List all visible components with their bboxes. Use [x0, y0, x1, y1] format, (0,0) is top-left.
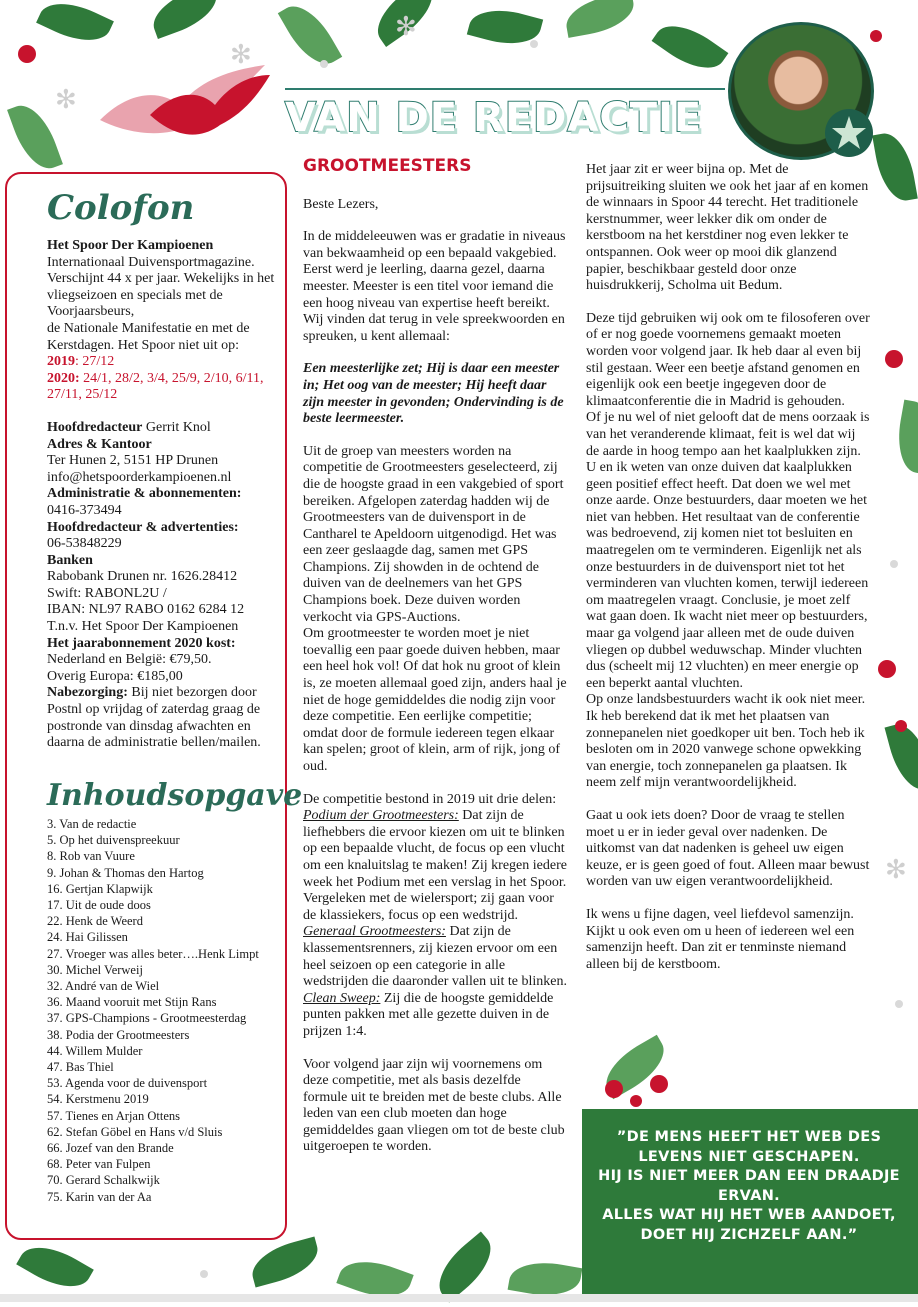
toc-item: 68. Peter van Fulpen	[47, 1157, 151, 1172]
table-of-contents	[47, 816, 287, 1205]
pull-quote	[590, 1128, 908, 1245]
paragraph: Voor volgend jaar zijn wij voornemens om deze competitie, met als basis dezelfde formule uit te breiden met de beste clubs. Alle leden van een club moeten dan hoge gemiddeldes gaan vliegen om tot de beste club uitgeroepen te worden.	[303, 1056, 565, 1155]
dates-2019-label: 2019	[47, 354, 75, 370]
administratie-label: Administratie & abonnementen:	[47, 486, 242, 502]
toc-item: 53. Agenda voor de duivensport	[47, 1076, 208, 1091]
toc-item: 22. Henk de Weerd	[47, 914, 143, 929]
toc-item: 32. André van de Wiel	[47, 979, 160, 994]
advertenties-label: Hoofdredacteur & advertenties:	[47, 519, 239, 535]
toc-item: 37. GPS-Champions - Grootmeesterdag	[47, 1011, 247, 1026]
bank-line: T.n.v. Het Spoor Der Kampioenen	[47, 619, 239, 635]
clean-sweep-text: Zij die de hoogste gemiddelde punten pakken met alle gezette duiven in de prijzen 1:4.	[303, 990, 554, 1039]
toc-item: 62. Stefan Göbel en Hans v/d Sluis	[47, 1124, 223, 1139]
dates-2020-label: 2020:	[47, 370, 80, 386]
toc-item: 17. Uit de oude doos	[47, 898, 151, 913]
holly-leaf-icon	[563, 0, 638, 38]
snow-dot-icon	[530, 40, 538, 48]
toc-item: 47. Bas Thiel	[47, 1060, 114, 1075]
advertenties-phone: 06-53848229	[47, 536, 122, 552]
snowflake-icon: ✻	[230, 40, 252, 70]
paragraph: In de middeleeuwen was er gradatie in niveaus van bekwaamheid op een bepaald vakgebied. Eerst werd je leerling, daarna gezel, daarna meester. Meester is een titel voor iemand die een hoog niveau van expertise heeft bereikt.	[303, 229, 566, 311]
toc-item: 27. Vroeger was alles beter….Henk Limpt	[47, 946, 259, 961]
banken-label: Banken	[47, 552, 93, 568]
paragraph: Het jaar zit er weer bijna op. Met de prijsuitreiking sluiten we ook het jaar af en komen de winnaars in Spoor 44 terecht. Het traditionele kerstnummer, weer lekker dik om onder de kerstboom na het kerstdiner nog even lekker te ontspannen. Ook weer op mooi dik glanzend papier, beschikbaar gesteld door onze huisdrukkerij, Scholma uit Bedum.	[586, 162, 869, 294]
colofon-intro: Internationaal Duivensportmagazine. Verschijnt 44 x per jaar. Wekelijks in het vliegseizoen en specials met de Voorjaarsbeurs,	[47, 254, 275, 320]
quote-line: ”DE MENS HEEFT HET WEB DES LEVENS NIET GESCHAPEN.	[616, 1129, 882, 1165]
toc-item: 36. Maand vooruit met Stijn Rans	[47, 995, 217, 1010]
abonnement-label: Het jaarabonnement 2020 kost:	[47, 635, 236, 651]
quote-line: HIJ IS NIET MEER DAN EEN DRAADJE ERVAN.	[598, 1168, 900, 1204]
podium-paragraph	[303, 808, 568, 924]
bank-line: IBAN: NL97 RABO 0162 6284 12	[47, 602, 245, 618]
toc-item: 75. Karin van der Aa	[47, 1189, 152, 1204]
berry-icon	[885, 350, 903, 368]
toc-item: 70. Gerard Schalkwijk	[47, 1173, 160, 1188]
berry-icon	[18, 45, 36, 63]
paragraph: Op onze landsbestuurders wacht ik ook niet meer. Ik heb berekend dat ik met het plaatsen van zonnepanelen niet goedkoper uit ben. Toch heb ik besloten om in 2020 vanwege schone opwekking van energie, toch zonnepanelen ga plaatsen. Ik neem zelf mijn verantwoordelijkheid.	[586, 692, 866, 791]
bank-line: Rabobank Drunen nr. 1626.28412	[47, 569, 238, 585]
toc-item: 9. Johan & Thomas den Hartog	[47, 865, 204, 880]
email: info@hetspoorderkampioenen.nl	[47, 469, 232, 485]
berry-icon	[895, 720, 907, 732]
berry-icon	[878, 660, 896, 678]
holly-leaf-icon	[278, 0, 342, 74]
colofon-body	[47, 238, 279, 752]
hoofdredacteur-name: Gerrit Knol	[142, 419, 211, 435]
dates-2019-value: : 27/12	[75, 354, 115, 370]
dates-2020-value: 24/1, 28/2, 3/4, 25/9, 2/10, 6/11, 27/11, 25/12	[47, 370, 264, 403]
holly-leaf-icon	[427, 1231, 502, 1302]
holly-leaf-icon	[146, 0, 223, 39]
snow-dot-icon	[890, 560, 898, 568]
article-column-1	[303, 158, 568, 1156]
dates-2020	[47, 371, 279, 404]
adres-label: Adres & Kantoor	[47, 436, 152, 452]
colofon-panel	[5, 172, 303, 1240]
berry-icon	[870, 30, 882, 42]
holly-leaf-icon	[247, 1237, 323, 1288]
nabezorging-text: Bij niet bezorgen door Postnl op vrijdag of zaterdag graag de postronde van dinsdag afwachten en daarna de administratie bellen/mailen.	[47, 685, 261, 751]
inhoud-heading: Inhoudsopgave	[47, 778, 303, 813]
hoofdredacteur	[47, 420, 279, 437]
generaal-paragraph	[303, 924, 568, 990]
star-badge-icon	[818, 102, 880, 164]
snow-dot-icon	[895, 1000, 903, 1008]
dove-icon	[90, 60, 270, 150]
toc-item: 66. Jozef van den Brande	[47, 1141, 174, 1156]
holly-leaf-icon	[652, 13, 729, 81]
title-rule	[285, 88, 725, 90]
paragraph: Deze tijd gebruiken wij ook om te filosoferen over of er nog goede voornemens gemaakt moeten worden voor volgend jaar. Ik heb daar al even bij stil gestaan. Weer een beetje afstand genomen en eigenlijk ook een beetje ingegeven door de klimaatconferentie die in Madrid is gehouden.	[586, 310, 870, 409]
paragraph: Uit de groep van meesters worden na competitie de Grootmeesters geselecteerd, zij die de hoogste graad in een vakgebied of sport bereiken. Afgelopen zaterdag hadden wij de Grootmeesters van de duivensport in de Cantharel te Apeldoorn uitgenodigd. Het was een zeer geslaagde dag, samen met GPS Champions. Zij showden in de ochtend de duiven van de deelnemers van het GPS Champions boek. Deze duiven worden verkocht via GPS-Auctions.	[303, 443, 564, 625]
podium-label: Podium der Grootmeesters:	[303, 808, 459, 824]
clean-sweep-paragraph	[303, 991, 568, 1041]
snowflake-icon: ✻	[885, 855, 907, 885]
toc-item: 24. Hai Gilissen	[47, 930, 128, 945]
paragraph: Gaat u ook iets doen? Door de vraag te stellen moet u er in ieder geval over nadenken. De uitkomst van dat nadenken is geheel uw eigen keuze, er is geen goed of fout. Alleen maar bewust worden van uw eigen verantwoordelijkheid.	[586, 807, 870, 890]
section-heading: GROOTMEESTERS	[303, 156, 472, 176]
generaal-text: Dat zijn de klassementsrenners, zij kiezen ervoor om een heel seizoen op een categorie in alle wedstrijden die daaronder vallen uit te blinken.	[303, 924, 567, 990]
holly-leaf-icon	[892, 400, 918, 475]
greeting: Beste Lezers,	[303, 196, 379, 212]
toc-item: 57. Tienes en Arjan Ottens	[47, 1108, 180, 1123]
toc-item: 16. Gertjan Klapwijk	[47, 881, 153, 896]
paragraph: De competitie bestond in 2019 uit drie delen:	[303, 791, 557, 807]
quote-line: ALLES WAT HIJ HET WEB AANDOET, DOET HIJ ZICHZELF AAN.”	[602, 1207, 896, 1243]
toc-item: 54. Kerstmenu 2019	[47, 1092, 149, 1107]
toc-item: 8. Rob van Vuure	[47, 849, 135, 864]
dates-2019	[47, 354, 279, 371]
paragraph: Ik wens u fijne dagen, veel liefdevol samenzijn. Kijkt u ook even om u heen of iedereen wel een samenzijn heeft. Dan zit er tenminste niemand alleen bij de kerstboom.	[586, 906, 855, 972]
paragraph: Om grootmeester te worden moet je niet toevallig een paar goede duiven hebben, maar een heel hok vol! Of dat hok nu groot of klein is, ze moeten allemaal goed zijn, anders haal je niet de hoge gemiddeldes die nodig zijn voor deze competitie. Een eerlijke competitie; omdat door de formule iedereen tegen elkaar kan spelen; groot of klein, arm of rijk, jong of oud.	[303, 626, 567, 774]
sayings-quote: Een meesterlijke zet; Hij is daar een meester in; Het oog van de meester; Hij heeft daar zijn meester in gevonden; Ondervinding is de beste leermeester.	[303, 361, 564, 427]
toc-item: 3. Van de redactie	[47, 817, 137, 831]
administratie-phone: 0416-373494	[47, 502, 122, 518]
bottom-bar	[0, 1294, 918, 1302]
snowflake-icon: ✻	[395, 12, 417, 42]
holly-leaf-icon	[16, 1235, 94, 1299]
clean-sweep-label: Clean Sweep:	[303, 990, 381, 1006]
paragraph: Wij vinden dat terug in vele spreekwoorden en spreuken, u kent allemaal:	[303, 312, 565, 344]
colofon-intro-2: de Nationale Manifestatie en met de Kerstdagen. Het Spoor niet uit op:	[47, 320, 250, 353]
toc-item: 30. Michel Verweij	[47, 962, 143, 977]
holly-leaf-icon	[36, 0, 114, 52]
article-column-2	[586, 162, 871, 973]
paragraph: Of je nu wel of niet gelooft dat de mens oorzaak is van het veranderende klimaat, feit is wel dat wij de aarde in hoog tempo aan het kaalplukken zijn. U en ik weten van onze duiven dat kaalplukken geen positief effect heeft. Dat doen we wel met onze aarde. Onze bestuurders, daar moeten we het niet van hebben. Het resultaat van de conferentie was bedroevend, zij komen niet tot besluiten en maatregelen om te verminderen. Eigenlijk net als onze bestuurders in de duivensport niet tot het verminderen van vluchten komen, terwijl iedereen om maatregelen vraagt. Conclusie, je moet zelf wat gaan doen. Ik wacht niet meer op bestuurders, maar ga volgend jaar alleen met de oude duiven vliegen op dubbel weduwschap. Minder vluchten dus (scheelt mij 12 vluchten) en meer energie op een beperkt aantal vluchten.	[586, 410, 870, 691]
colofon-heading: Colofon	[47, 188, 195, 228]
bank-line: Swift: RABONL2U /	[47, 585, 167, 601]
page-title: VAN DE REDACTIE	[285, 95, 703, 141]
snowflake-icon: ✻	[55, 85, 77, 115]
adres: Ter Hunen 2, 5151 HP Drunen	[47, 453, 219, 469]
snow-dot-icon	[200, 1270, 208, 1278]
nabezorging	[47, 685, 279, 751]
toc-item: 5. Op het duivenspreekuur	[47, 833, 180, 848]
berry-icon	[605, 1080, 623, 1098]
toc-item: 38. Podia der Grootmeesters	[47, 1027, 190, 1042]
nabezorging-label: Nabezorging:	[47, 685, 128, 701]
abonnement-line: Nederland en België: €79,50.	[47, 652, 212, 668]
abonnement-line: Overig Europa: €185,00	[47, 668, 183, 684]
generaal-label: Generaal Grootmeesters:	[303, 924, 446, 940]
snow-dot-icon	[320, 60, 328, 68]
podium-text: Dat zijn de liefhebbers die ervoor kiezen om uit te blinken op een bepaalde vlucht, de focus op een vlucht om een knaluitslag te maken! Zij kregen iedere week het Podium met een verslag in het Spoor. Vergeleken met de wielersport; zij gaan voor de klassiekers, focus op een wedstrijd.	[303, 808, 567, 923]
berry-icon	[630, 1095, 642, 1107]
berry-icon	[650, 1075, 668, 1093]
toc-item: 44. Willem Mulder	[47, 1043, 143, 1058]
hoofdredacteur-label: Hoofdredacteur	[47, 419, 143, 435]
publication-name: Het Spoor Der Kampioenen	[47, 238, 214, 253]
